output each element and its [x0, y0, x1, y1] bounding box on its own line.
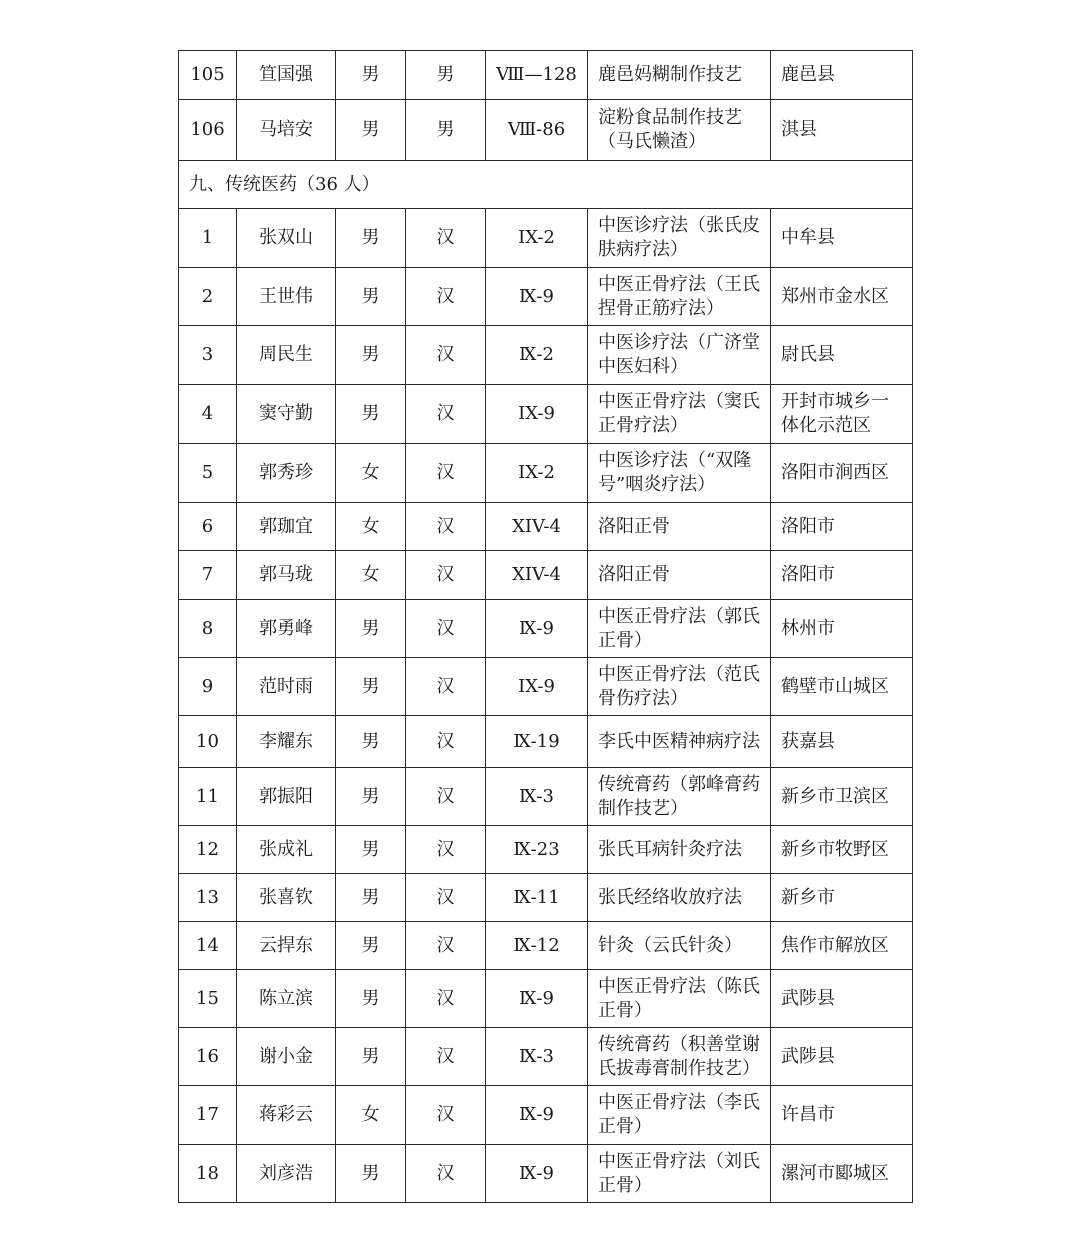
- table-row: [179, 209, 913, 268]
- cell-code: XIV-4: [486, 503, 588, 551]
- cell-ethnicity: 汉: [406, 1086, 486, 1145]
- table-row: [179, 503, 913, 551]
- cell-ethnicity: 汉: [406, 551, 486, 600]
- cell-ethnicity: 汉: [406, 874, 486, 922]
- table-row: [179, 768, 913, 826]
- table-row: [179, 970, 913, 1028]
- cell-ethnicity: 汉: [406, 503, 486, 551]
- cell-code: Ⅸ-12: [486, 922, 588, 970]
- cell-gender: 女: [336, 551, 406, 600]
- cell-item: 张氏耳病针灸疗法: [588, 826, 771, 874]
- table-row: [179, 385, 913, 444]
- cell-region: 洛阳市: [771, 551, 913, 600]
- cell-ethnicity: 汉: [406, 768, 486, 826]
- cell-gender: 男: [336, 600, 406, 658]
- cell-region: 尉氏县: [771, 326, 913, 385]
- cell-item: 中医正骨疗法（郭氏正骨）: [588, 600, 771, 658]
- section-title: 九、传统医药（36 人）: [179, 161, 913, 209]
- cell-no: 9: [179, 658, 237, 716]
- cell-no: 10: [179, 716, 237, 768]
- cell-ethnicity: 汉: [406, 716, 486, 768]
- cell-gender: 男: [336, 51, 406, 100]
- table-row: [179, 551, 913, 600]
- cell-region: 淇县: [771, 100, 913, 161]
- cell-gender: 男: [336, 1145, 406, 1203]
- table-row: [179, 922, 913, 970]
- cell-ethnicity: 汉: [406, 1145, 486, 1203]
- cell-ethnicity: 男: [406, 100, 486, 161]
- cell-name: 李耀东: [237, 716, 336, 768]
- cell-code: IX-9: [486, 385, 588, 444]
- cell-ethnicity: 汉: [406, 600, 486, 658]
- cell-region: 武陟县: [771, 970, 913, 1028]
- cell-gender: 男: [336, 268, 406, 326]
- cell-code: Ⅸ-2: [486, 326, 588, 385]
- cell-item: 传统膏药（积善堂谢氏拔毒膏制作技艺）: [588, 1028, 771, 1086]
- cell-ethnicity: 汉: [406, 922, 486, 970]
- cell-item: 中医诊疗法（广济堂中医妇科）: [588, 326, 771, 385]
- cell-code: Ⅷ—128: [486, 51, 588, 100]
- cell-no: 106: [179, 100, 237, 161]
- cell-code: Ⅸ-3: [486, 768, 588, 826]
- cell-gender: 男: [336, 874, 406, 922]
- cell-region: 获嘉县: [771, 716, 913, 768]
- cell-ethnicity: 汉: [406, 826, 486, 874]
- cell-no: 13: [179, 874, 237, 922]
- cell-item: 中医正骨疗法（李氏正骨）: [588, 1086, 771, 1145]
- cell-no: 6: [179, 503, 237, 551]
- cell-code: Ⅸ-9: [486, 970, 588, 1028]
- cell-no: 12: [179, 826, 237, 874]
- cell-region: 漯河市郾城区: [771, 1145, 913, 1203]
- cell-no: 5: [179, 444, 237, 503]
- cell-gender: 男: [336, 209, 406, 268]
- inheritor-table-body: [179, 51, 913, 1203]
- cell-region: 新乡市卫滨区: [771, 768, 913, 826]
- cell-ethnicity: 汉: [406, 970, 486, 1028]
- cell-code: IX-2: [486, 444, 588, 503]
- cell-ethnicity: 汉: [406, 326, 486, 385]
- cell-region: 焦作市解放区: [771, 922, 913, 970]
- cell-gender: 男: [336, 385, 406, 444]
- cell-ethnicity: 汉: [406, 268, 486, 326]
- cell-name: 张双山: [237, 209, 336, 268]
- cell-gender: 女: [336, 444, 406, 503]
- cell-region: 新乡市: [771, 874, 913, 922]
- cell-item: 传统膏药（郭峰膏药制作技艺）: [588, 768, 771, 826]
- cell-name: 窦守勤: [237, 385, 336, 444]
- cell-gender: 男: [336, 326, 406, 385]
- table-row: [179, 51, 913, 100]
- cell-region: 林州市: [771, 600, 913, 658]
- cell-code: Ⅸ-9: [486, 1086, 588, 1145]
- cell-item: 李氏中医精神病疗法: [588, 716, 771, 768]
- inheritor-list-document: [178, 50, 912, 1203]
- cell-no: 15: [179, 970, 237, 1028]
- cell-gender: 女: [336, 1086, 406, 1145]
- cell-name: 郭勇峰: [237, 600, 336, 658]
- cell-item: 淀粉食品制作技艺（马氏懒渣）: [588, 100, 771, 161]
- cell-item: 洛阳正骨: [588, 503, 771, 551]
- cell-no: 1: [179, 209, 237, 268]
- cell-region: 中牟县: [771, 209, 913, 268]
- table-row: [179, 444, 913, 503]
- cell-item: 张氏经络收放疗法: [588, 874, 771, 922]
- cell-code: Ⅸ-3: [486, 1028, 588, 1086]
- cell-region: 郑州市金水区: [771, 268, 913, 326]
- cell-region: 鹿邑县: [771, 51, 913, 100]
- cell-name: 王世伟: [237, 268, 336, 326]
- cell-gender: 男: [336, 768, 406, 826]
- cell-name: 郭秀珍: [237, 444, 336, 503]
- cell-gender: 男: [336, 922, 406, 970]
- cell-name: 云捍东: [237, 922, 336, 970]
- table-row: [179, 658, 913, 716]
- cell-no: 7: [179, 551, 237, 600]
- cell-no: 2: [179, 268, 237, 326]
- table-row: [179, 600, 913, 658]
- cell-item: 中医正骨疗法（陈氏正骨）: [588, 970, 771, 1028]
- cell-no: 14: [179, 922, 237, 970]
- cell-region: 洛阳市涧西区: [771, 444, 913, 503]
- cell-ethnicity: 男: [406, 51, 486, 100]
- cell-code: Ⅸ-9: [486, 1145, 588, 1203]
- cell-no: 8: [179, 600, 237, 658]
- cell-code: Ⅷ-86: [486, 100, 588, 161]
- cell-item: 洛阳正骨: [588, 551, 771, 600]
- table-row: [179, 1028, 913, 1086]
- cell-code: Ⅸ-11: [486, 874, 588, 922]
- cell-gender: 男: [336, 658, 406, 716]
- cell-name: 刘彦浩: [237, 1145, 336, 1203]
- cell-name: 范时雨: [237, 658, 336, 716]
- cell-name: 马培安: [237, 100, 336, 161]
- cell-region: 鹤壁市山城区: [771, 658, 913, 716]
- cell-code: Ⅸ-9: [486, 268, 588, 326]
- cell-ethnicity: 汉: [406, 444, 486, 503]
- cell-item: 中医诊疗法（“双隆号”咽炎疗法）: [588, 444, 771, 503]
- cell-ethnicity: 汉: [406, 385, 486, 444]
- cell-item: 中医正骨疗法（窦氏正骨疗法）: [588, 385, 771, 444]
- cell-no: 105: [179, 51, 237, 100]
- cell-name: 张成礼: [237, 826, 336, 874]
- cell-gender: 男: [336, 970, 406, 1028]
- table-row: [179, 326, 913, 385]
- table-row: [179, 874, 913, 922]
- cell-no: 17: [179, 1086, 237, 1145]
- cell-no: 3: [179, 326, 237, 385]
- cell-gender: 女: [336, 503, 406, 551]
- cell-name: 笪国强: [237, 51, 336, 100]
- cell-code: Ⅸ-23: [486, 826, 588, 874]
- cell-code: IX-9: [486, 658, 588, 716]
- cell-no: 11: [179, 768, 237, 826]
- cell-region: 洛阳市: [771, 503, 913, 551]
- section-row: [179, 161, 913, 209]
- cell-name: 郭马珑: [237, 551, 336, 600]
- cell-no: 18: [179, 1145, 237, 1203]
- cell-code: IX-2: [486, 209, 588, 268]
- cell-code: Ⅸ-19: [486, 716, 588, 768]
- table-row: [179, 1145, 913, 1203]
- cell-name: 郭珈宜: [237, 503, 336, 551]
- table-row: [179, 716, 913, 768]
- cell-name: 谢小金: [237, 1028, 336, 1086]
- cell-gender: 男: [336, 100, 406, 161]
- cell-region: 武陟县: [771, 1028, 913, 1086]
- cell-gender: 男: [336, 716, 406, 768]
- cell-item: 中医正骨疗法（刘氏正骨）: [588, 1145, 771, 1203]
- cell-item: 鹿邑妈糊制作技艺: [588, 51, 771, 100]
- cell-item: 针灸（云氏针灸）: [588, 922, 771, 970]
- cell-name: 周民生: [237, 326, 336, 385]
- cell-gender: 男: [336, 1028, 406, 1086]
- cell-ethnicity: 汉: [406, 658, 486, 716]
- cell-name: 郭振阳: [237, 768, 336, 826]
- cell-code: Ⅸ-9: [486, 600, 588, 658]
- cell-no: 4: [179, 385, 237, 444]
- cell-ethnicity: 汉: [406, 209, 486, 268]
- cell-region: 许昌市: [771, 1086, 913, 1145]
- cell-gender: 男: [336, 826, 406, 874]
- cell-no: 16: [179, 1028, 237, 1086]
- cell-item: 中医正骨疗法（王氏捏骨正筋疗法）: [588, 268, 771, 326]
- cell-item: 中医诊疗法（张氏皮肤病疗法）: [588, 209, 771, 268]
- table-row: [179, 268, 913, 326]
- cell-ethnicity: 汉: [406, 1028, 486, 1086]
- table-row: [179, 826, 913, 874]
- table-row: [179, 100, 913, 161]
- table-row: [179, 1086, 913, 1145]
- cell-name: 陈立滨: [237, 970, 336, 1028]
- inheritor-table: [178, 50, 913, 1203]
- cell-item: 中医正骨疗法（范氏骨伤疗法）: [588, 658, 771, 716]
- cell-region: 开封市城乡一体化示范区: [771, 385, 913, 444]
- cell-name: 张喜钦: [237, 874, 336, 922]
- cell-name: 蒋彩云: [237, 1086, 336, 1145]
- cell-code: XIV-4: [486, 551, 588, 600]
- cell-region: 新乡市牧野区: [771, 826, 913, 874]
